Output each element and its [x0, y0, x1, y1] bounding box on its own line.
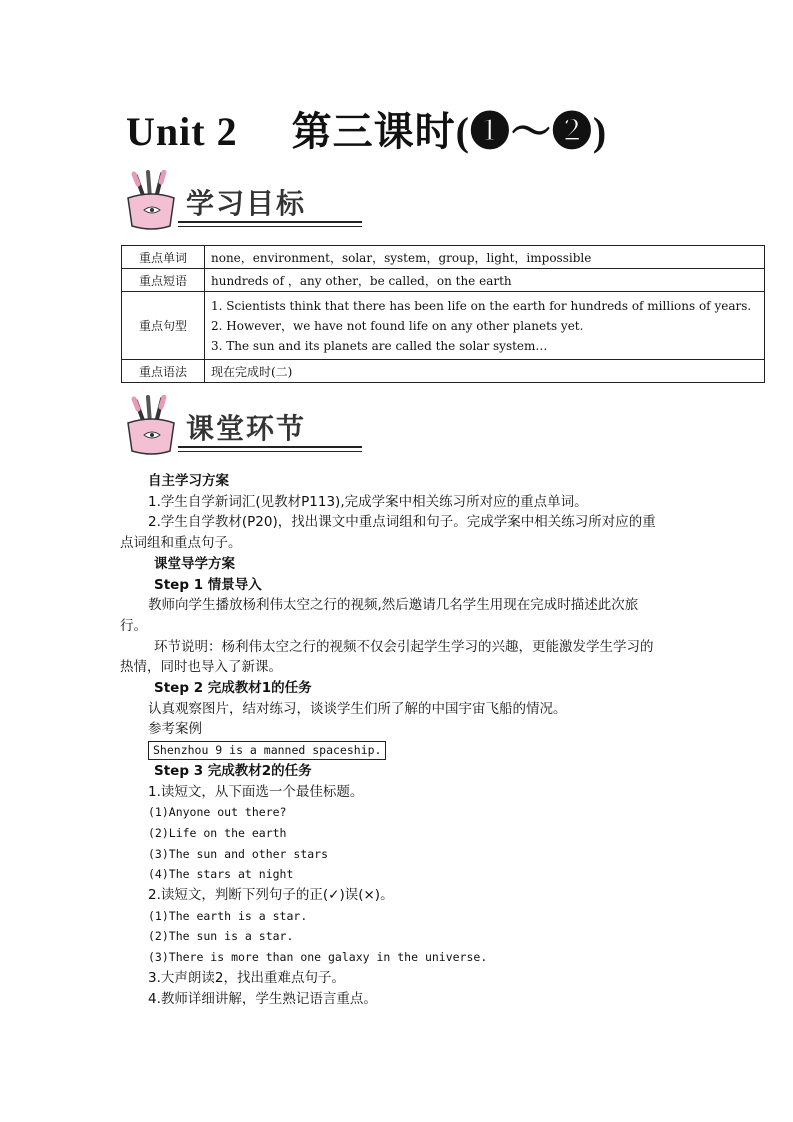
goals-key: 重点句型: [122, 292, 205, 360]
step1-paragraph-cont: 行。: [120, 617, 147, 634]
pencil-cup-icon: [122, 170, 182, 232]
step3-question: 3.大声朗读2，找出重难点句子。: [148, 969, 345, 986]
table-row: [122, 360, 765, 383]
step3-question: 2.读短文，判断下列句子的正(✓)误(×)。: [148, 887, 394, 904]
list-item: (2)Life on the earth: [148, 825, 287, 840]
example-box: Shenzhou 9 is a manned spaceship.: [148, 741, 386, 760]
goals-sentences: [205, 292, 765, 360]
title-lesson: 第三课时(❶～❷): [291, 109, 608, 154]
table-row: [122, 269, 765, 292]
list-item: (3)The sun and other stars: [148, 846, 329, 861]
goals-table: [121, 245, 765, 383]
list-item: (3)There is more than one galaxy in the universe.: [148, 950, 488, 965]
step2-heading: Step 2 完成教材1的任务: [154, 680, 312, 697]
step3-question: 1.读短文，从下面选一个最佳标题。: [148, 783, 364, 800]
step1-note-cont: 热情，同时也导入了新课。: [120, 659, 282, 676]
pencil-cup-icon: [122, 395, 182, 457]
classroom-banner-label: 课堂环节: [186, 412, 307, 445]
banner-underline-thin: [178, 451, 362, 452]
goals-value: none，environment，solar，system，group，light，impossible: [205, 246, 765, 269]
classroom-banner: [122, 395, 362, 459]
table-row: [122, 246, 765, 269]
lesson-content: [120, 471, 656, 1009]
self-study-item-cont: 点词组和重点句子。: [120, 535, 242, 552]
self-study-item: 2.学生自学教材(P20)，找出课文中重点词组和句子。完成学案中相关练习所对应的重: [148, 514, 656, 531]
list-item: (4)The stars at night: [148, 867, 294, 882]
goals-value: hundreds of ，any other，be called，on the earth: [205, 269, 765, 292]
banner-underline-thin: [178, 226, 362, 227]
step1-paragraph: 教师向学生播放杨利伟太空之行的视频,然后邀请几名学生用现在完成时描述此次旅: [148, 597, 639, 614]
goals-key: 重点短语: [122, 269, 205, 292]
step2-ref-label: 参考案例: [148, 721, 202, 738]
goals-key: 重点单词: [122, 246, 205, 269]
list-item: (1)The earth is a star.: [148, 908, 308, 923]
key-sentence: 3. The sun and its planets are called the solar system…: [211, 338, 548, 353]
step3-heading: Step 3 完成教材2的任务: [154, 762, 312, 779]
title-unit: Unit 2: [126, 109, 238, 154]
goals-banner: [122, 170, 362, 234]
goals-value: 现在完成时(二): [205, 360, 765, 383]
banner-underline: [178, 221, 362, 223]
page-title: [126, 100, 607, 157]
step3-question: 4.教师详细讲解，学生熟记语言重点。: [148, 990, 377, 1007]
key-sentence: 1. Scientists think that there has been life on the earth for hundreds of millions of years.: [211, 298, 752, 313]
goals-banner-label: 学习目标: [186, 187, 307, 220]
table-row: [122, 292, 765, 360]
key-sentence: 2. However，we have not found life on any other planets yet.: [211, 318, 584, 333]
self-study-heading: 自主学习方案: [148, 473, 229, 489]
guide-heading: 课堂导学方案: [154, 555, 235, 572]
step1-heading: Step 1 情景导入: [154, 576, 262, 593]
step1-note: 环节说明：杨利伟太空之行的视频不仅会引起学生学习的兴趣，更能激发学生学习的: [154, 638, 654, 655]
list-item: (2)The sun is a star.: [148, 929, 294, 944]
list-item: (1)Anyone out there?: [148, 805, 287, 820]
goals-key: 重点语法: [122, 360, 205, 383]
self-study-item: 1.学生自学新词汇(见教材P113),完成学案中相关练习所对应的重点单词。: [148, 493, 588, 510]
banner-underline: [178, 446, 362, 448]
step2-paragraph: 认真观察图片，结对练习，谈谈学生们所了解的中国宇宙飞船的情况。: [148, 700, 567, 717]
